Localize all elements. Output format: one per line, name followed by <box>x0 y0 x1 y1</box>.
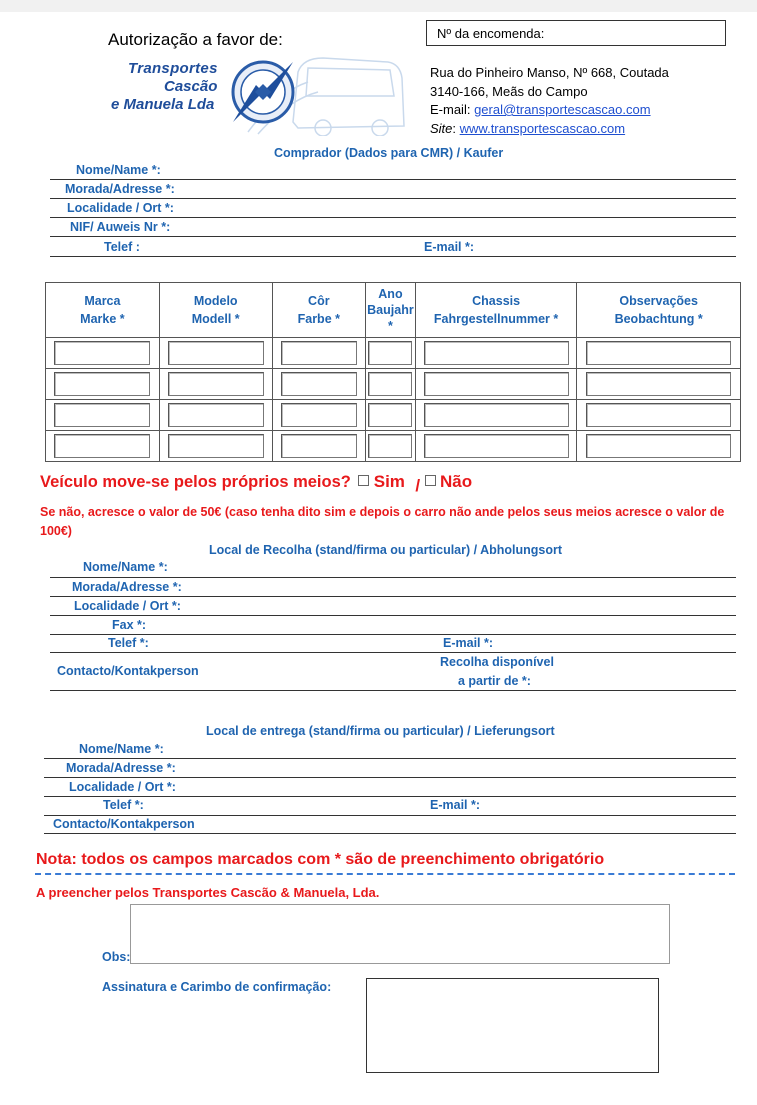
vehicle-cell <box>577 369 741 400</box>
buyer-name-label: Nome/Name *: <box>76 163 161 177</box>
vehicle-table-header <box>46 283 741 338</box>
col-year: Ano Baujahr * <box>366 283 416 338</box>
chassis-input[interactable] <box>424 434 569 458</box>
dashed-divider <box>35 873 735 875</box>
vehicle-cell <box>366 369 416 400</box>
year-input[interactable] <box>368 341 412 365</box>
pickup-phone-email-field[interactable] <box>50 652 736 653</box>
buyer-city-label: Localidade / Ort *: <box>67 201 174 215</box>
vehicle-row <box>46 338 741 369</box>
no-checkbox[interactable] <box>425 475 436 486</box>
year-input[interactable] <box>368 372 412 396</box>
delivery-section-title: Local de entrega (stand/firma ou particular) / Lieferungsort <box>206 724 555 738</box>
delivery-contact-field[interactable] <box>44 833 736 834</box>
mandatory-note: Nota: todos os campos marcados com * são de preenchimento obrigatório <box>36 851 605 868</box>
fill-by-label: A preencher pelos Transportes Cascão & Manuela, Lda. <box>36 885 380 900</box>
vehicle-cell <box>272 431 365 462</box>
vehicle-cell <box>159 400 272 431</box>
yes-label: Sim <box>373 472 405 491</box>
observations-input[interactable] <box>586 372 731 396</box>
vehicle-cell <box>46 369 160 400</box>
address-line1: Rua do Pinheiro Manso, Nº 668, Coutada <box>430 65 669 80</box>
site-label: Site <box>430 120 453 136</box>
obs-label: Obs: <box>102 950 131 964</box>
vehicle-cell <box>577 338 741 369</box>
no-label: Não <box>440 472 473 491</box>
vehicle-row <box>46 400 741 431</box>
buyer-city-field[interactable] <box>50 217 736 218</box>
chassis-input[interactable] <box>424 372 569 396</box>
delivery-contact-label: Contacto/Kontakperson <box>53 817 195 831</box>
vehicle-table <box>45 282 741 462</box>
site-line <box>430 120 669 139</box>
brand-input[interactable] <box>54 434 150 458</box>
pickup-available-label-line2: a partir de *: <box>458 674 531 688</box>
buyer-email-label: E-mail *: <box>424 240 475 254</box>
color-input[interactable] <box>281 434 357 458</box>
pickup-contact-label: Contacto/Kontakperson <box>57 664 199 678</box>
moving-question: Veículo move-se pelos próprios meios? <box>40 473 351 491</box>
delivery-name-field[interactable] <box>44 758 736 759</box>
vehicle-cell <box>366 338 416 369</box>
company-logo <box>108 52 408 136</box>
buyer-nif-label: NIF/ Auweis Nr *: <box>70 220 171 234</box>
col-model: Modelo Modell * <box>159 283 272 338</box>
logo-text-line3: e Manuela Lda <box>111 96 215 113</box>
vehicle-cell <box>159 369 272 400</box>
vehicle-cell <box>159 431 272 462</box>
color-input[interactable] <box>281 403 357 427</box>
top-bar <box>0 0 757 12</box>
pickup-available-label-line1: Recolha disponível <box>440 655 554 669</box>
order-number-label: Nº da encomenda: <box>437 26 545 41</box>
observations-input[interactable] <box>586 434 731 458</box>
observations-input[interactable] <box>586 403 731 427</box>
vehicle-cell <box>46 338 160 369</box>
vehicle-cell <box>415 431 577 462</box>
buyer-nif-field[interactable] <box>50 236 736 237</box>
logo-text-line1: Transportes <box>128 60 218 77</box>
col-color: Côr Farbe * <box>272 283 365 338</box>
buyer-address-field[interactable] <box>50 198 736 199</box>
delivery-name-label: Nome/Name *: <box>79 742 164 756</box>
col-brand: Marca Marke * <box>46 283 160 338</box>
observations-input[interactable] <box>586 341 731 365</box>
brand-input[interactable] <box>54 341 150 365</box>
buyer-name-field[interactable] <box>50 179 736 180</box>
moving-question-line <box>40 472 473 495</box>
order-number-box[interactable] <box>426 20 726 46</box>
signature-box[interactable] <box>366 978 659 1073</box>
site-link[interactable]: www.transportescascao.com <box>459 120 626 136</box>
delivery-city-field[interactable] <box>44 796 736 797</box>
model-input[interactable] <box>168 403 264 427</box>
model-input[interactable] <box>168 372 264 396</box>
vehicle-cell <box>159 338 272 369</box>
buyer-phone-email-field[interactable] <box>50 256 736 257</box>
buyer-section-title: Comprador (Dados para CMR) / Kaufer <box>274 146 504 160</box>
vehicle-cell <box>415 400 577 431</box>
delivery-email-label: E-mail *: <box>430 798 481 812</box>
col-chassis: Chassis Fahrgestellnummer * <box>415 283 577 338</box>
pickup-fax-label: Fax *: <box>112 618 147 632</box>
delivery-address-label: Morada/Adresse *: <box>66 761 176 775</box>
moving-note: Se não, acresce o valor de 50€ (caso tenha dito sim e depois o carro não ande pelos seus meios acresce o valor de 100€) <box>40 505 725 538</box>
logo-text-line2: Cascão <box>164 78 218 95</box>
vehicle-cell <box>272 369 365 400</box>
year-input[interactable] <box>368 403 412 427</box>
year-input[interactable] <box>368 434 412 458</box>
buyer-address-label: Morada/Adresse *: <box>65 182 175 196</box>
yes-checkbox[interactable] <box>358 475 369 486</box>
vehicle-cell <box>46 400 160 431</box>
vehicle-cell <box>272 400 365 431</box>
signature-label: Assinatura e Carimbo de confirmação: <box>102 980 332 994</box>
vehicle-cell <box>366 431 416 462</box>
email-link[interactable]: geral@transportescascao.com <box>474 102 651 117</box>
col-observations: Observações Beobachtung * <box>577 283 741 338</box>
pickup-address-field[interactable] <box>50 596 736 597</box>
site-separator: : <box>452 120 460 136</box>
vehicle-cell <box>415 369 577 400</box>
color-input[interactable] <box>281 372 357 396</box>
address-line2: 3140-166, Meãs do Campo <box>430 83 588 99</box>
vehicle-row <box>46 431 741 462</box>
color-input[interactable] <box>281 341 357 365</box>
brand-input[interactable] <box>54 403 150 427</box>
pickup-fax-field[interactable] <box>50 634 736 635</box>
pickup-contact-field[interactable] <box>50 690 736 691</box>
pickup-city-field[interactable] <box>50 615 736 616</box>
vehicle-cell <box>577 431 741 462</box>
delivery-phone-email-field[interactable] <box>44 815 736 816</box>
compass-icon <box>233 62 293 122</box>
vehicle-cell <box>366 400 416 431</box>
pickup-section-title: Local de Recolha (stand/firma ou particular) / Abholungsort <box>209 543 563 557</box>
pickup-city-label: Localidade / Ort *: <box>74 599 181 613</box>
slash: / <box>415 476 421 495</box>
authorization-label: Autorização a favor de: <box>108 30 283 49</box>
chassis-input[interactable] <box>424 341 569 365</box>
brand-input[interactable] <box>54 372 150 396</box>
delivery-address-field[interactable] <box>44 777 736 778</box>
vehicle-cell <box>415 338 577 369</box>
chassis-input[interactable] <box>424 403 569 427</box>
model-input[interactable] <box>168 341 264 365</box>
pickup-name-label: Nome/Name *: <box>83 560 168 574</box>
pickup-address-label: Morada/Adresse *: <box>72 580 182 594</box>
vehicle-cell <box>46 431 160 462</box>
delivery-city-label: Localidade / Ort *: <box>69 780 176 794</box>
vehicle-cell <box>272 338 365 369</box>
company-address <box>430 64 669 138</box>
email-label: E-mail: <box>430 102 475 117</box>
model-input[interactable] <box>168 434 264 458</box>
email-line <box>430 101 669 120</box>
vehicle-cell <box>577 400 741 431</box>
delivery-phone-label: Telef *: <box>103 798 144 812</box>
pickup-email-label: E-mail *: <box>443 636 494 650</box>
pickup-name-field[interactable] <box>50 577 736 578</box>
buyer-phone-label: Telef : <box>104 240 140 254</box>
vehicle-row <box>46 369 741 400</box>
pickup-phone-label: Telef *: <box>108 636 149 650</box>
obs-field[interactable] <box>130 904 670 964</box>
